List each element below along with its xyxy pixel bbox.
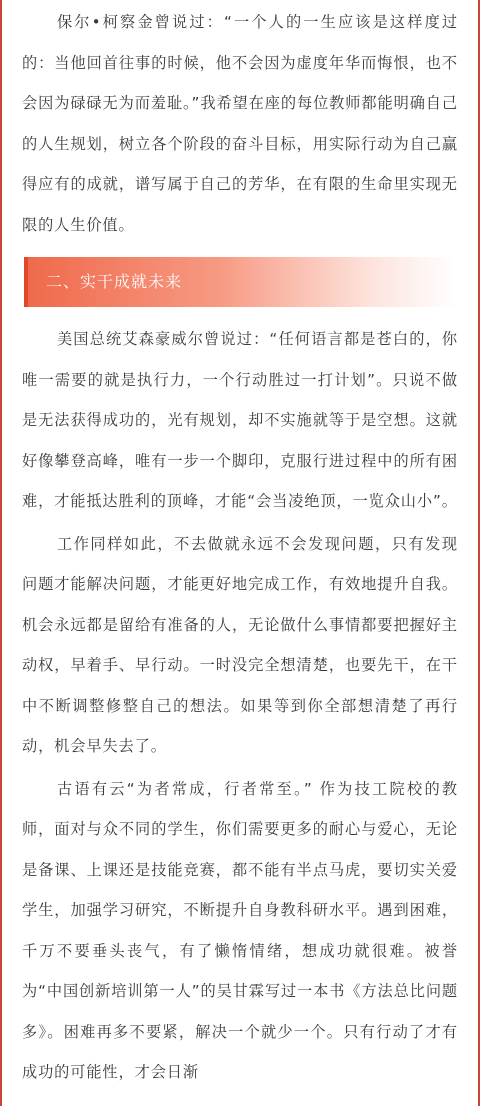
paragraph-eisenhower: 美国总统艾森豪威尔曾说过：“任何语言都是苍白的，你唯一需要的就是执行力，一个行动胜过一打计划”。只说不做是无法获得成功的，光有规划，却不实施就等于是空想。这就好像攀登高峰，唯有一步一个脚印，克服行进过程中的所有困难，才能抵达胜利的顶峰，才能“会当凌绝顶，一览众山小”。 — [22, 330, 458, 510]
article-content — [2, 2, 478, 245]
paragraph-ancient-saying: 古语有云“为者常成，行者常至。” 作为技工院校的教师，面对与众不同的学生，你们需要更多的耐心与爱心，无论是备课、上课还是技能竞赛，都不能有半点马虎，要切实关爱学生，加强学习研究，不断提升自身教科研水平。遇到困难，千万不要垂头丧气，有了懒惰情绪，想成功就很难。被誉为“中国创新培训第一人”的吴甘霖写过一本书《方法总比问题多》。困难再多不要紧，解决一个就少一个。只有行动了才有成功的可能性，才会日渐 — [22, 779, 458, 1081]
article-content-continued — [2, 319, 478, 1093]
section-header — [24, 257, 456, 307]
paragraph-work: 工作同样如此，不去做就永远不会发现问题，只有发现问题才能解决问题，才能更好地完成工作，有效地提升自我。机会永远都是留给有准备的人，无论做什么事情都要把握好主动权，早着手、早行动。一时没完全想清楚，也要先干，在干中不断调整修整自己的想法。如果等到你全部想清楚了再行动，机会早失去了。 — [22, 534, 458, 755]
paragraph-intro: 保尔•柯察金曾说过：“一个人的一生应该是这样度过的：当他回首往事的时候，他不会因为虚度年华而悔恨，也不会因为碌碌无为而羞耻。”我希望在座的每位教师都能明确自己的人生规划，树立各个阶段的奋斗目标，用实际行动为自己赢得应有的成就，谱写属于自己的芳华，在有限的生命里实现无限的人生价值。 — [22, 13, 458, 234]
section-title: 二、实干成就未来 — [46, 272, 183, 291]
